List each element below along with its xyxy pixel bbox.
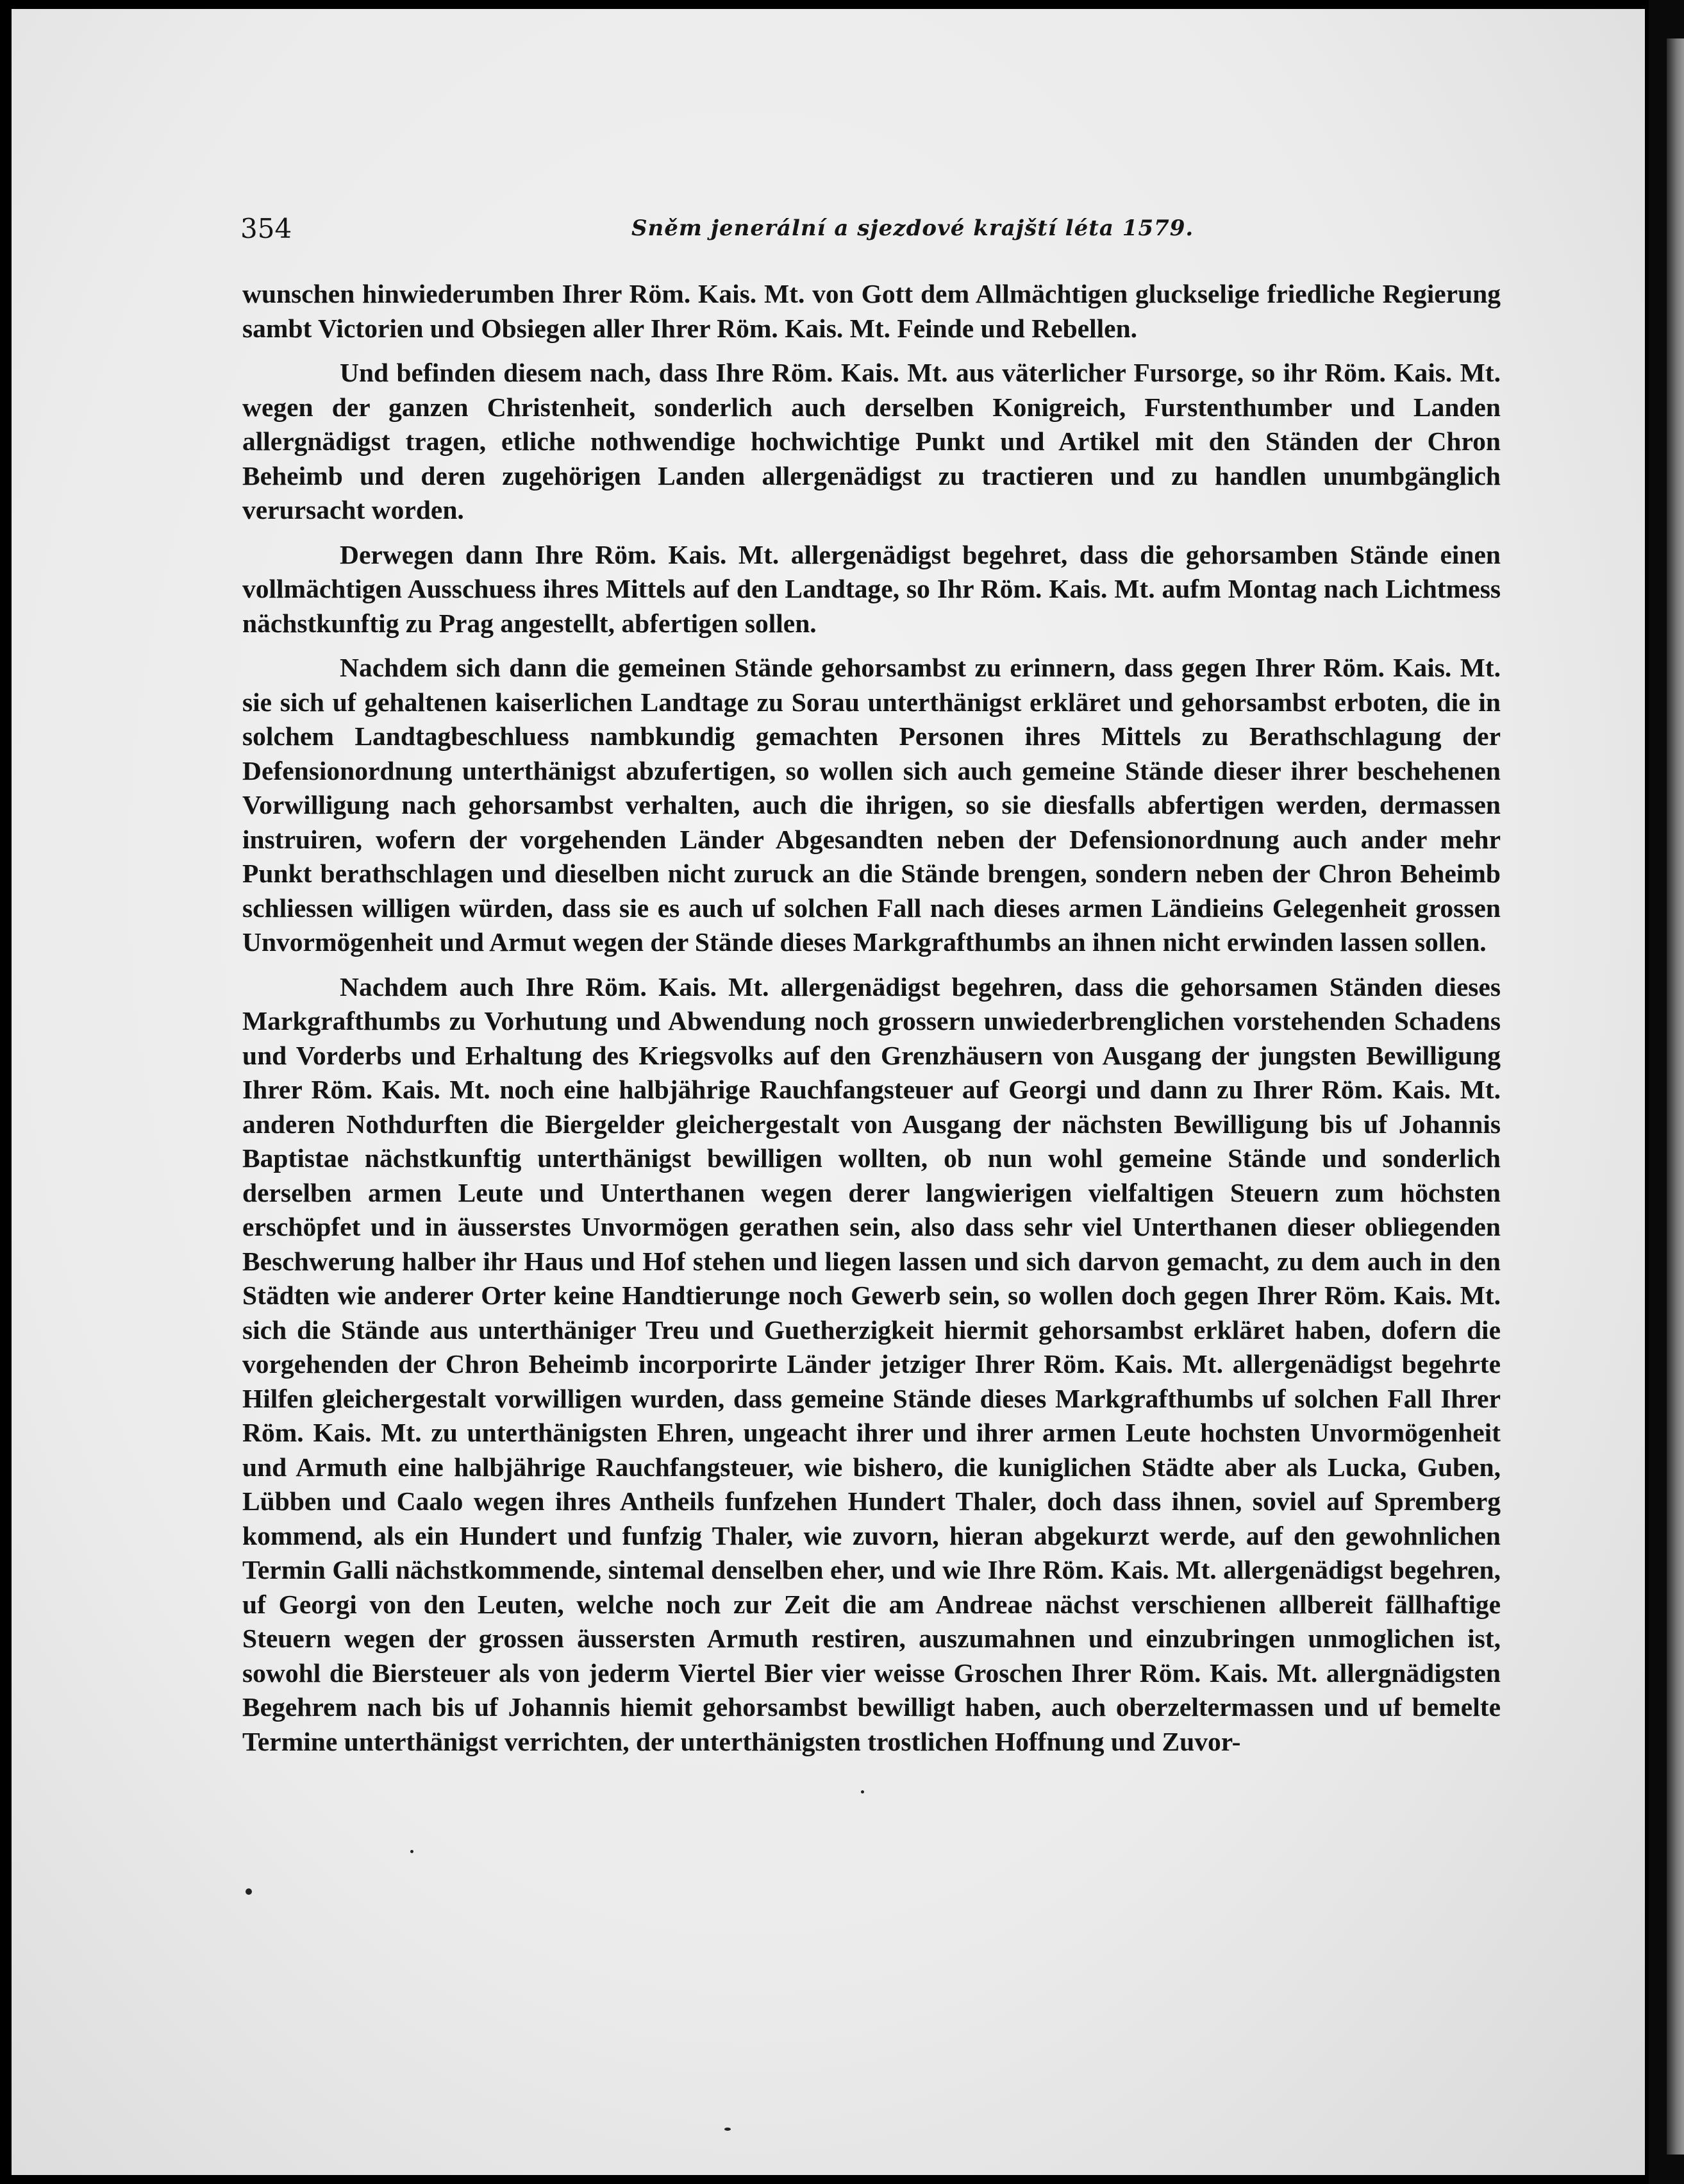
- paragraph-4: Nachdem sich dann die gemeinen Stände gehorsambst zu erinnern, dass gegen Ihrer Röm. Kais. Mt. sie sich uf gehaltenen kaiserlichen Landtage zu Sorau unterthänigst erkläret und gehorsambst erboten, die in solchem Landtagbeschluess nambkundig gemachten Personen ihres Mittels zu Berathschlagung der Defensionordnung unterthänigst abzufertigen, so wollen sich auch gemeine Stände dieser ihrer beschehenen Vorwilligung nach gehorsambst verhalten, auch die ihrigen, so sie diesfalls abfertigen werden, dermassen instruiren, wofern der vorgehenden Länder Abgesandten neben der Defensionordnung auch ander mehr Punkt berathschlagen und dieselben nicht zuruck an die Stände brengen, sondern neben der Chron Beheimb schliessen willigen würden, dass sie es auch uf solchen Fall nach dieses armen Ländieins Gelegenheit grossen Unvormögenheit und Armut wegen der Stände dieses Markgrafthumbs an ihnen nicht erwinden lassen sollen.: [242, 653, 1501, 957]
- scan-speck: [246, 1888, 252, 1895]
- body-text: [242, 277, 1501, 1769]
- scan-speck: [410, 1850, 413, 1853]
- paragraph-3: Derwegen dann Ihre Röm. Kais. Mt. allergenädigst begehret, dass die gehorsamben Stände einen vollmächtigen Ausschuess ihres Mittels auf den Landtage, so Ihr Röm. Kais. Mt. aufm Montag nach Lichtmess nächstkunftig zu Prag angestellt, abfertigen sollen.: [242, 539, 1501, 638]
- page-header: [240, 209, 1503, 248]
- paragraph-1: wunschen hinwiederumben Ihrer Röm. Kais. Mt. von Gott dem Allmächtigen gluckselige friedliche Regierung sambt Victorien und Obsiegen aller Ihrer Röm. Kais. Mt. Feinde und Rebellen.: [242, 279, 1501, 343]
- page-number: 354: [240, 213, 292, 244]
- scan-edge-strip: [1649, 0, 1684, 2184]
- scan-speck: [724, 2128, 731, 2131]
- paragraph-2: Und befinden diesem nach, dass Ihre Röm. Kais. Mt. aus väterlicher Fursorge, so ihr Röm. Kais. Mt. wegen der ganzen Christenheit, sonderlich auch derselben Konigreich, Furstenthumber und Landen allergnädigst tragen, etliche nothwendige hochwichtige Punkt und Artikel mit den Ständen der Chron Beheimb und deren zugehörigen Landen allergenädigst zu tractieren und zu handlen unumbgänglich verursacht worden.: [242, 358, 1501, 525]
- running-head: Sněm jenerální a sjezdové krajští léta 1579.: [631, 215, 1194, 241]
- scan-speck: [861, 1790, 864, 1793]
- paragraph-5: Nachdem auch Ihre Röm. Kais. Mt. allergenädigst begehren, dass die gehorsamen Ständen dieses Markgrafthumbs zu Vorhutung und Abwendung noch grossern unwiederbrenglichen vorstehenden Schadens und Vorderbs und Erhaltung des Kriegsvolks auf den Grenzhäusern von Ausgang der jungsten Bewilligung Ihrer Röm. Kais. Mt. noch eine halbjährige Rauchfangsteuer auf Georgi und dann zu Ihrer Röm. Kais. Mt. anderen Nothdurften die Biergelder gleichergestalt von Ausgang der nächsten Bewilligung bis uf Johannis Baptistae nächstkunftig unterthänigst bewilligen wollten, ob nun wohl gemeine Stände und sonderlich derselben armen Leute und Unterthanen wegen derer langwierigen vielfaltigen Steuern zum höchsten erschöpfet und in äusserstes Unvormögen gerathen sein, also dass sehr viel Unterthanen dieser obliegenden Beschwerung halber ihr Haus und Hof stehen und liegen lassen und sich darvon gemacht, zu dem auch in den Städten wie anderer Orter keine Handtierunge noch Gewerb sein, so wollen doch gegen Ihrer Röm. Kais. Mt. sich die Stände aus unterthäniger Treu und Guetherzigkeit hiermit gehorsambst erkläret haben, dofern die vorgehenden der Chron Beheimb incorporirte Länder jetziger Ihrer Röm. Kais. Mt. allergenädigst begehrte Hilfen gleichergestalt vorwilligen wurden, dass gemeine Stände dieses Markgrafthumbs uf solchen Fall Ihrer Röm. Kais. Mt. zu unterthänigsten Ehren, ungeacht ihrer und ihrer armen Leute hochsten Unvormögenheit und Armuth eine halbjährige Rauchfangsteuer, wie bishero, die kuniglichen Städte aber als Lucka, Guben, Lübben und Caalo wegen ihres Antheils funfzehen Hundert Thaler, doch dass ihnen, soviel auf Spremberg kommend, als ein Hundert und funfzig Thaler, wie zuvorn, hieran abgekurzt werde, auf den gewohnlichen Termin Galli nächstkommende, sintemal denselben eher, und wie Ihre Röm. Kais. Mt. allergenädigst begehren, uf Georgi von den Leuten, welche noch zur Zeit die am Andreae nächst verschienen allbereit fällhaftige Steuern wegen der grossen äussersten Armuth restiren, auszumahnen und einzubringen unmoglichen ist, sowohl die Biersteuer als von jederm Viertel Bier vier weisse Groschen Ihrer Röm. Kais. Mt. allergnädigsten Begehrem nach bis uf Johannis hiemit gehorsambst bewilligt haben, auch oberzeltermassen und uf bemelte Termine unterthänigst verrichten, der unterthänigsten trostlichen Hoffnung und Zuvor-: [242, 971, 1501, 1756]
